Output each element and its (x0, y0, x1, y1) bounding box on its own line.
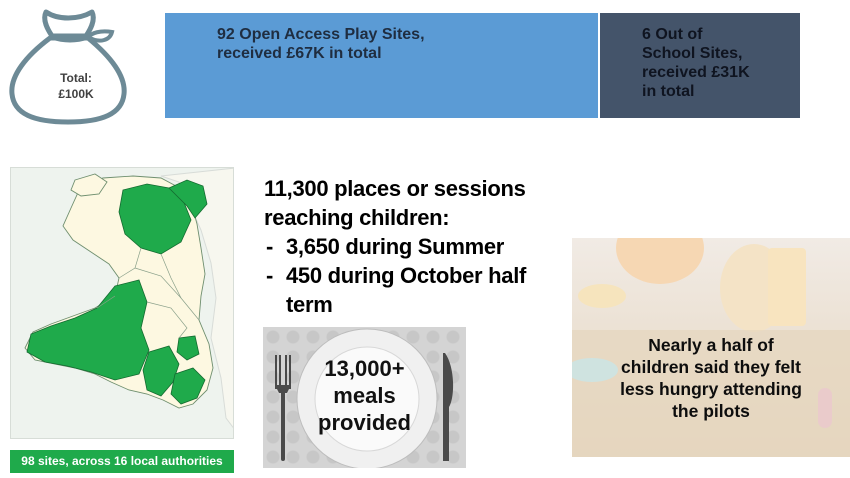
budget-total (46, 70, 106, 102)
sessions-stats (264, 174, 564, 319)
map-caption: 98 sites, across 16 local authorities (10, 450, 234, 473)
meals-panel (263, 327, 466, 468)
out-of-school-bar (600, 13, 800, 118)
hunger-line: Nearly a half of (648, 335, 774, 355)
open-access-bar (165, 13, 598, 118)
wales-map (10, 167, 234, 439)
hunger-line: less hungry attending (620, 379, 802, 399)
hunger-line: children said they felt (621, 357, 801, 377)
map-highlight-west (27, 280, 149, 380)
out-of-school-line: received £31K (642, 64, 750, 81)
hunger-line: the pilots (672, 401, 750, 421)
wales-map-graphic (11, 168, 234, 439)
money-bag-icon (8, 4, 128, 126)
out-of-school-line: in total (642, 83, 695, 100)
meals-text (263, 355, 466, 436)
meals-line: provided (318, 410, 411, 435)
open-access-line-1: 92 Open Access Play Sites, (217, 26, 425, 43)
hunger-photo-panel (572, 238, 850, 457)
budget-total-value: £100K (58, 87, 94, 101)
stats-heading-line-2: reaching children: (264, 205, 450, 230)
hunger-text (592, 334, 830, 422)
stats-list (264, 232, 564, 319)
stats-heading-line-1: 11,300 places or sessions (264, 176, 526, 201)
money-bag (8, 4, 128, 126)
out-of-school-line: 6 Out of (642, 26, 703, 43)
budget-total-label: Total: (60, 71, 92, 85)
meals-line: 13,000+ (324, 356, 405, 381)
stats-item-summer: - 3,650 during Summer (264, 232, 564, 261)
out-of-school-line: School Sites, (642, 45, 743, 62)
open-access-line-2: received £67K in total (217, 45, 382, 62)
meals-line: meals (333, 383, 396, 408)
stats-item-october: - 450 during October half term (264, 261, 564, 319)
